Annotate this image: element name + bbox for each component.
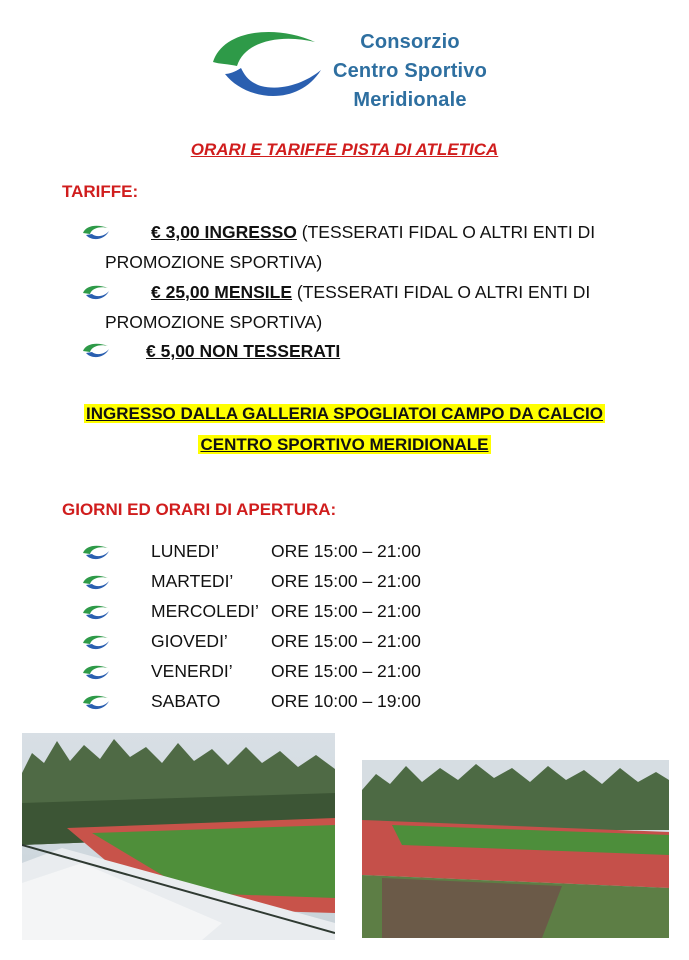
orari-day: LUNEDI’ (151, 541, 220, 561)
swirl-bullet-icon (82, 604, 110, 620)
page-title: ORARI E TARIFFE PISTA DI ATLETICA (190, 140, 499, 159)
swirl-bullet-icon (82, 574, 110, 590)
orari-hours: ORE 15:00 – 21:00 (271, 571, 421, 591)
tariffa-ingresso-note: (TESSERATI FIDAL O ALTRI ENTI DI (296, 222, 596, 242)
ingresso-banner-text-2: CENTRO SPORTIVO MERIDIONALE (200, 435, 489, 454)
orari-day: MARTEDI’ (151, 571, 234, 591)
orari-hours: ORE 15:00 – 21:00 (271, 601, 421, 621)
logo-text (330, 28, 490, 115)
logo-line-3: Meridionale (353, 89, 467, 111)
orari-hours: ORE 15:00 – 21:00 (271, 661, 421, 681)
tariffa-non-tesserati-price: € 5,00 NON TESSERATI (146, 341, 341, 361)
swirl-bullet-icon (82, 224, 110, 240)
orari-heading: GIORNI ED ORARI DI APERTURA: (62, 500, 337, 519)
tariffe-heading: TARIFFE: (62, 182, 139, 201)
consorzio-logo (205, 22, 495, 117)
swirl-logo-icon (205, 22, 325, 117)
tariffa-mensile-note: (TESSERATI FIDAL O ALTRI ENTI DI (292, 282, 591, 302)
swirl-bullet-icon (82, 342, 110, 358)
swirl-bullet-icon (82, 284, 110, 300)
tariffa-non-tesserati (146, 341, 340, 362)
photo-stadium-left (22, 733, 335, 940)
orari-hours: ORE 10:00 – 19:00 (271, 691, 421, 711)
orari-hours: ORE 15:00 – 21:00 (271, 631, 421, 651)
swirl-bullet-icon (82, 544, 110, 560)
ingresso-banner-line-2 (0, 435, 689, 455)
orari-day: GIOVEDI’ (151, 631, 228, 651)
orari-day: SABATO (151, 691, 221, 711)
photo-stadium-right (362, 760, 669, 938)
orari-day: MERCOLEDI’ (151, 601, 259, 621)
tariffa-mensile (151, 282, 590, 303)
logo-line-1: Consorzio (360, 31, 460, 53)
tariffa-ingresso-price: € 3,00 INGRESSO (151, 222, 297, 242)
tariffa-mensile-price: € 25,00 MENSILE (151, 282, 293, 302)
logo-line-2: Centro Sportivo (332, 60, 488, 82)
swirl-bullet-icon (82, 634, 110, 650)
ingresso-banner-line-1 (0, 404, 689, 424)
tariffa-ingresso-note-line2: PROMOZIONE SPORTIVA) (105, 252, 323, 272)
orari-day: VENERDI’ (151, 661, 233, 681)
tariffa-mensile-note-line2: PROMOZIONE SPORTIVA) (105, 312, 323, 332)
swirl-bullet-icon (82, 694, 110, 710)
tariffa-ingresso (151, 222, 595, 243)
swirl-bullet-icon (82, 664, 110, 680)
orari-hours: ORE 15:00 – 21:00 (271, 541, 421, 561)
ingresso-banner-text-1: INGRESSO DALLA GALLERIA SPOGLIATOI CAMPO DA CALCIO (86, 404, 603, 423)
